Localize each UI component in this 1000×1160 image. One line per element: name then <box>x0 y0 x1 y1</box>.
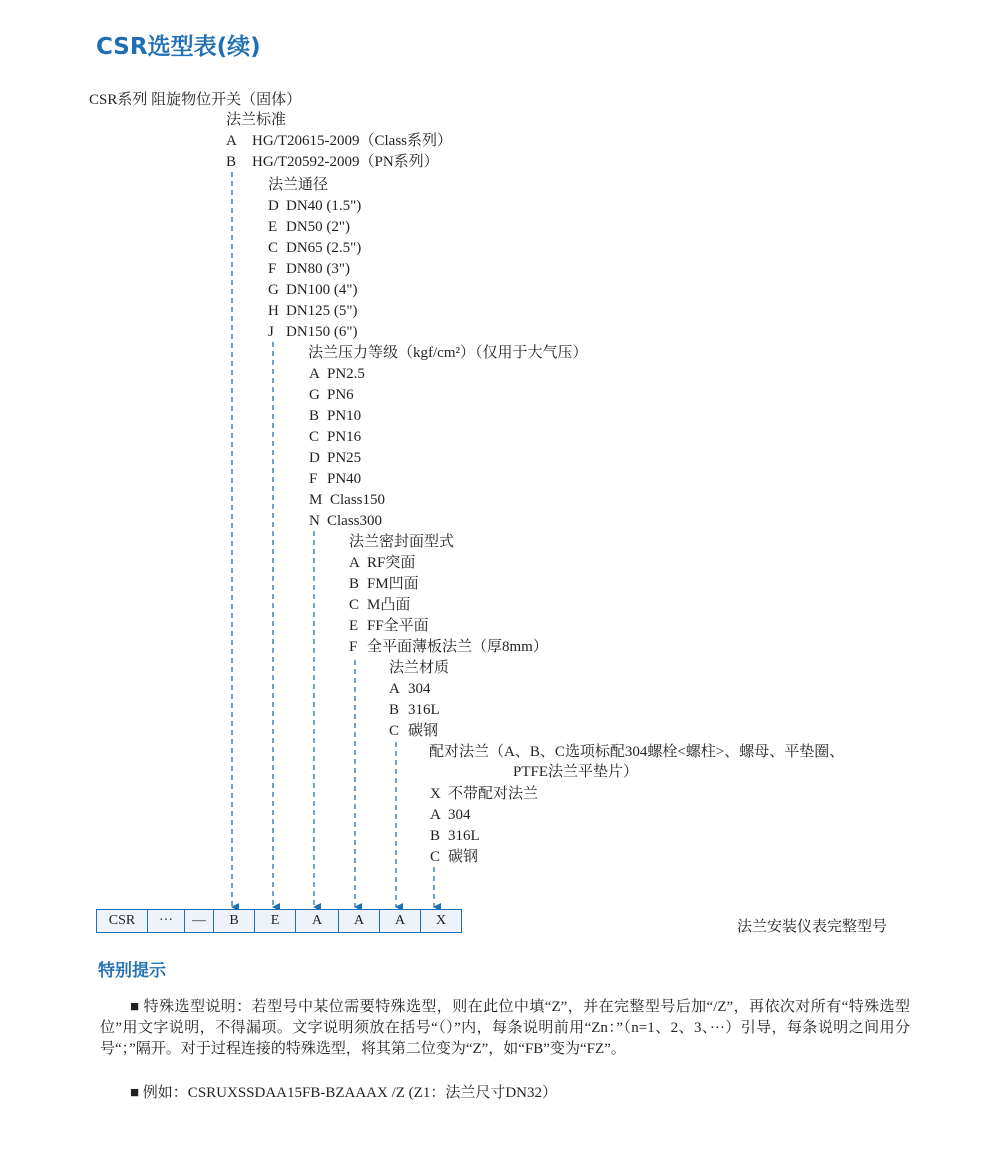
group1-code: A <box>226 133 237 149</box>
group4-desc: M凸面 <box>367 597 411 613</box>
group3-desc: PN16 <box>327 429 362 445</box>
group3-desc: PN2.5 <box>327 366 365 382</box>
group3-desc: Class300 <box>327 513 383 529</box>
group1-desc: HG/T20592-2009（PN系列） <box>252 154 439 170</box>
model-cell-dash: — <box>185 910 214 932</box>
group4-desc: 全平面薄板法兰（厚8mm） <box>367 639 548 655</box>
model-caption: 法兰安装仪表完整型号 <box>737 919 888 935</box>
group5-desc: 碳钢 <box>408 723 439 739</box>
group5-code: C <box>389 723 400 739</box>
group3-desc: Class150 <box>330 492 386 508</box>
group6-desc: 不带配对法兰 <box>448 786 539 802</box>
group5-desc: 316L <box>408 702 440 718</box>
group6-desc: 304 <box>448 807 471 823</box>
group2-code: D <box>268 198 279 214</box>
group3-desc: PN10 <box>327 408 362 424</box>
notes-paragraph-1: ■ 特殊选型说明：若型号中某位需要特殊选型，则在此位中填“Z”，并在完整型号后加“/Z”，再依次对所有“特殊选型位”用文字说明，不得漏项。文字说明须放在括号“（）”内，每条说明前用“Zn：”（n=1、2、3、···）引导，每条说明之间用分号“；”隔开。对于过程连接的特殊选型，将其第二位变为“Z”，如“FB”变为“FZ”。 <box>100 999 910 1057</box>
group1-heading: 法兰标准 <box>226 112 287 128</box>
group2-code: H <box>268 303 279 319</box>
product-label: CSR系列 阻旋物位开关（固体） <box>89 92 302 108</box>
group3-desc: PN6 <box>327 387 354 403</box>
group6-desc: 316L <box>448 828 480 844</box>
model-cell-mating-flange: X <box>435 913 447 928</box>
group4-code: C <box>349 597 360 613</box>
group6-heading: 配对法兰（A、B、C选项标配304螺栓<螺柱>、螺母、平垫圈、 <box>429 744 845 760</box>
page-title: CSR选型表(续) <box>96 34 261 60</box>
notes-title: 特别提示 <box>98 961 166 981</box>
group3-code: A <box>309 366 320 382</box>
group2-desc: DN80 (3") <box>286 261 351 277</box>
group6-code: A <box>430 807 441 823</box>
model-cell-pressure-rating: A <box>296 910 339 932</box>
group2-desc: DN150 (6") <box>286 324 358 340</box>
model-cell-sealing-face: A <box>339 910 380 932</box>
group2-code: E <box>268 219 278 235</box>
group3-code: F <box>309 471 318 487</box>
group3-heading: 法兰压力等级（kgf/cm²）（仅用于大气压） <box>308 345 588 361</box>
group3-code: N <box>309 513 320 529</box>
group4-code: B <box>349 576 360 592</box>
group6-heading-cont: PTFE法兰平垫片） <box>513 764 639 780</box>
group5-desc: 304 <box>408 681 431 697</box>
model-cell-flange-material: A <box>380 910 421 932</box>
model-cell-prefix: CSR <box>97 910 148 932</box>
group4-heading: 法兰密封面型式 <box>349 534 455 550</box>
group3-desc: PN25 <box>327 450 362 466</box>
model-cell-ellipsis: ··· <box>148 910 185 932</box>
group5-code: A <box>389 681 400 697</box>
group3-code: B <box>309 408 320 424</box>
group2-desc: DN50 (2") <box>286 219 351 235</box>
group4-code: F <box>349 639 358 655</box>
group3-code: M <box>309 492 323 508</box>
group2-code: J <box>268 324 274 340</box>
group2-heading: 法兰通径 <box>268 177 329 193</box>
group1-desc: HG/T20615-2009（Class系列） <box>252 133 452 149</box>
group5-code: B <box>389 702 400 718</box>
group4-desc: FF全平面 <box>367 618 429 634</box>
group2-code: G <box>268 282 279 298</box>
model-code-bar <box>96 909 462 933</box>
group4-desc: FM凹面 <box>367 576 419 592</box>
group2-code: C <box>268 240 279 256</box>
group6-code: B <box>430 828 441 844</box>
group5-heading: 法兰材质 <box>389 660 450 676</box>
group6-desc: 碳钢 <box>448 849 479 865</box>
notes-paragraph-2: ■ 例如：CSRUXSSDAA15FB-BZAAAX /Z (Z1：法兰尺寸DN32） <box>130 1085 558 1101</box>
group2-desc: DN125 (5") <box>286 303 358 319</box>
group4-code: E <box>349 618 359 634</box>
group2-code: F <box>268 261 277 277</box>
group3-code: D <box>309 450 320 466</box>
group6-code: X <box>430 786 441 802</box>
group2-desc: DN65 (2.5") <box>286 240 362 256</box>
group4-desc: RF突面 <box>367 555 416 571</box>
group6-code: C <box>430 849 441 865</box>
model-cell-flange-size: E <box>255 910 296 932</box>
group3-code: G <box>309 387 320 403</box>
group3-code: C <box>309 429 320 445</box>
group1-code: B <box>226 154 237 170</box>
group3-desc: PN40 <box>327 471 362 487</box>
group2-desc: DN100 (4") <box>286 282 358 298</box>
group2-desc: DN40 (1.5") <box>286 198 362 214</box>
model-cell-flange-standard: B <box>214 910 255 932</box>
group4-code: A <box>349 555 360 571</box>
